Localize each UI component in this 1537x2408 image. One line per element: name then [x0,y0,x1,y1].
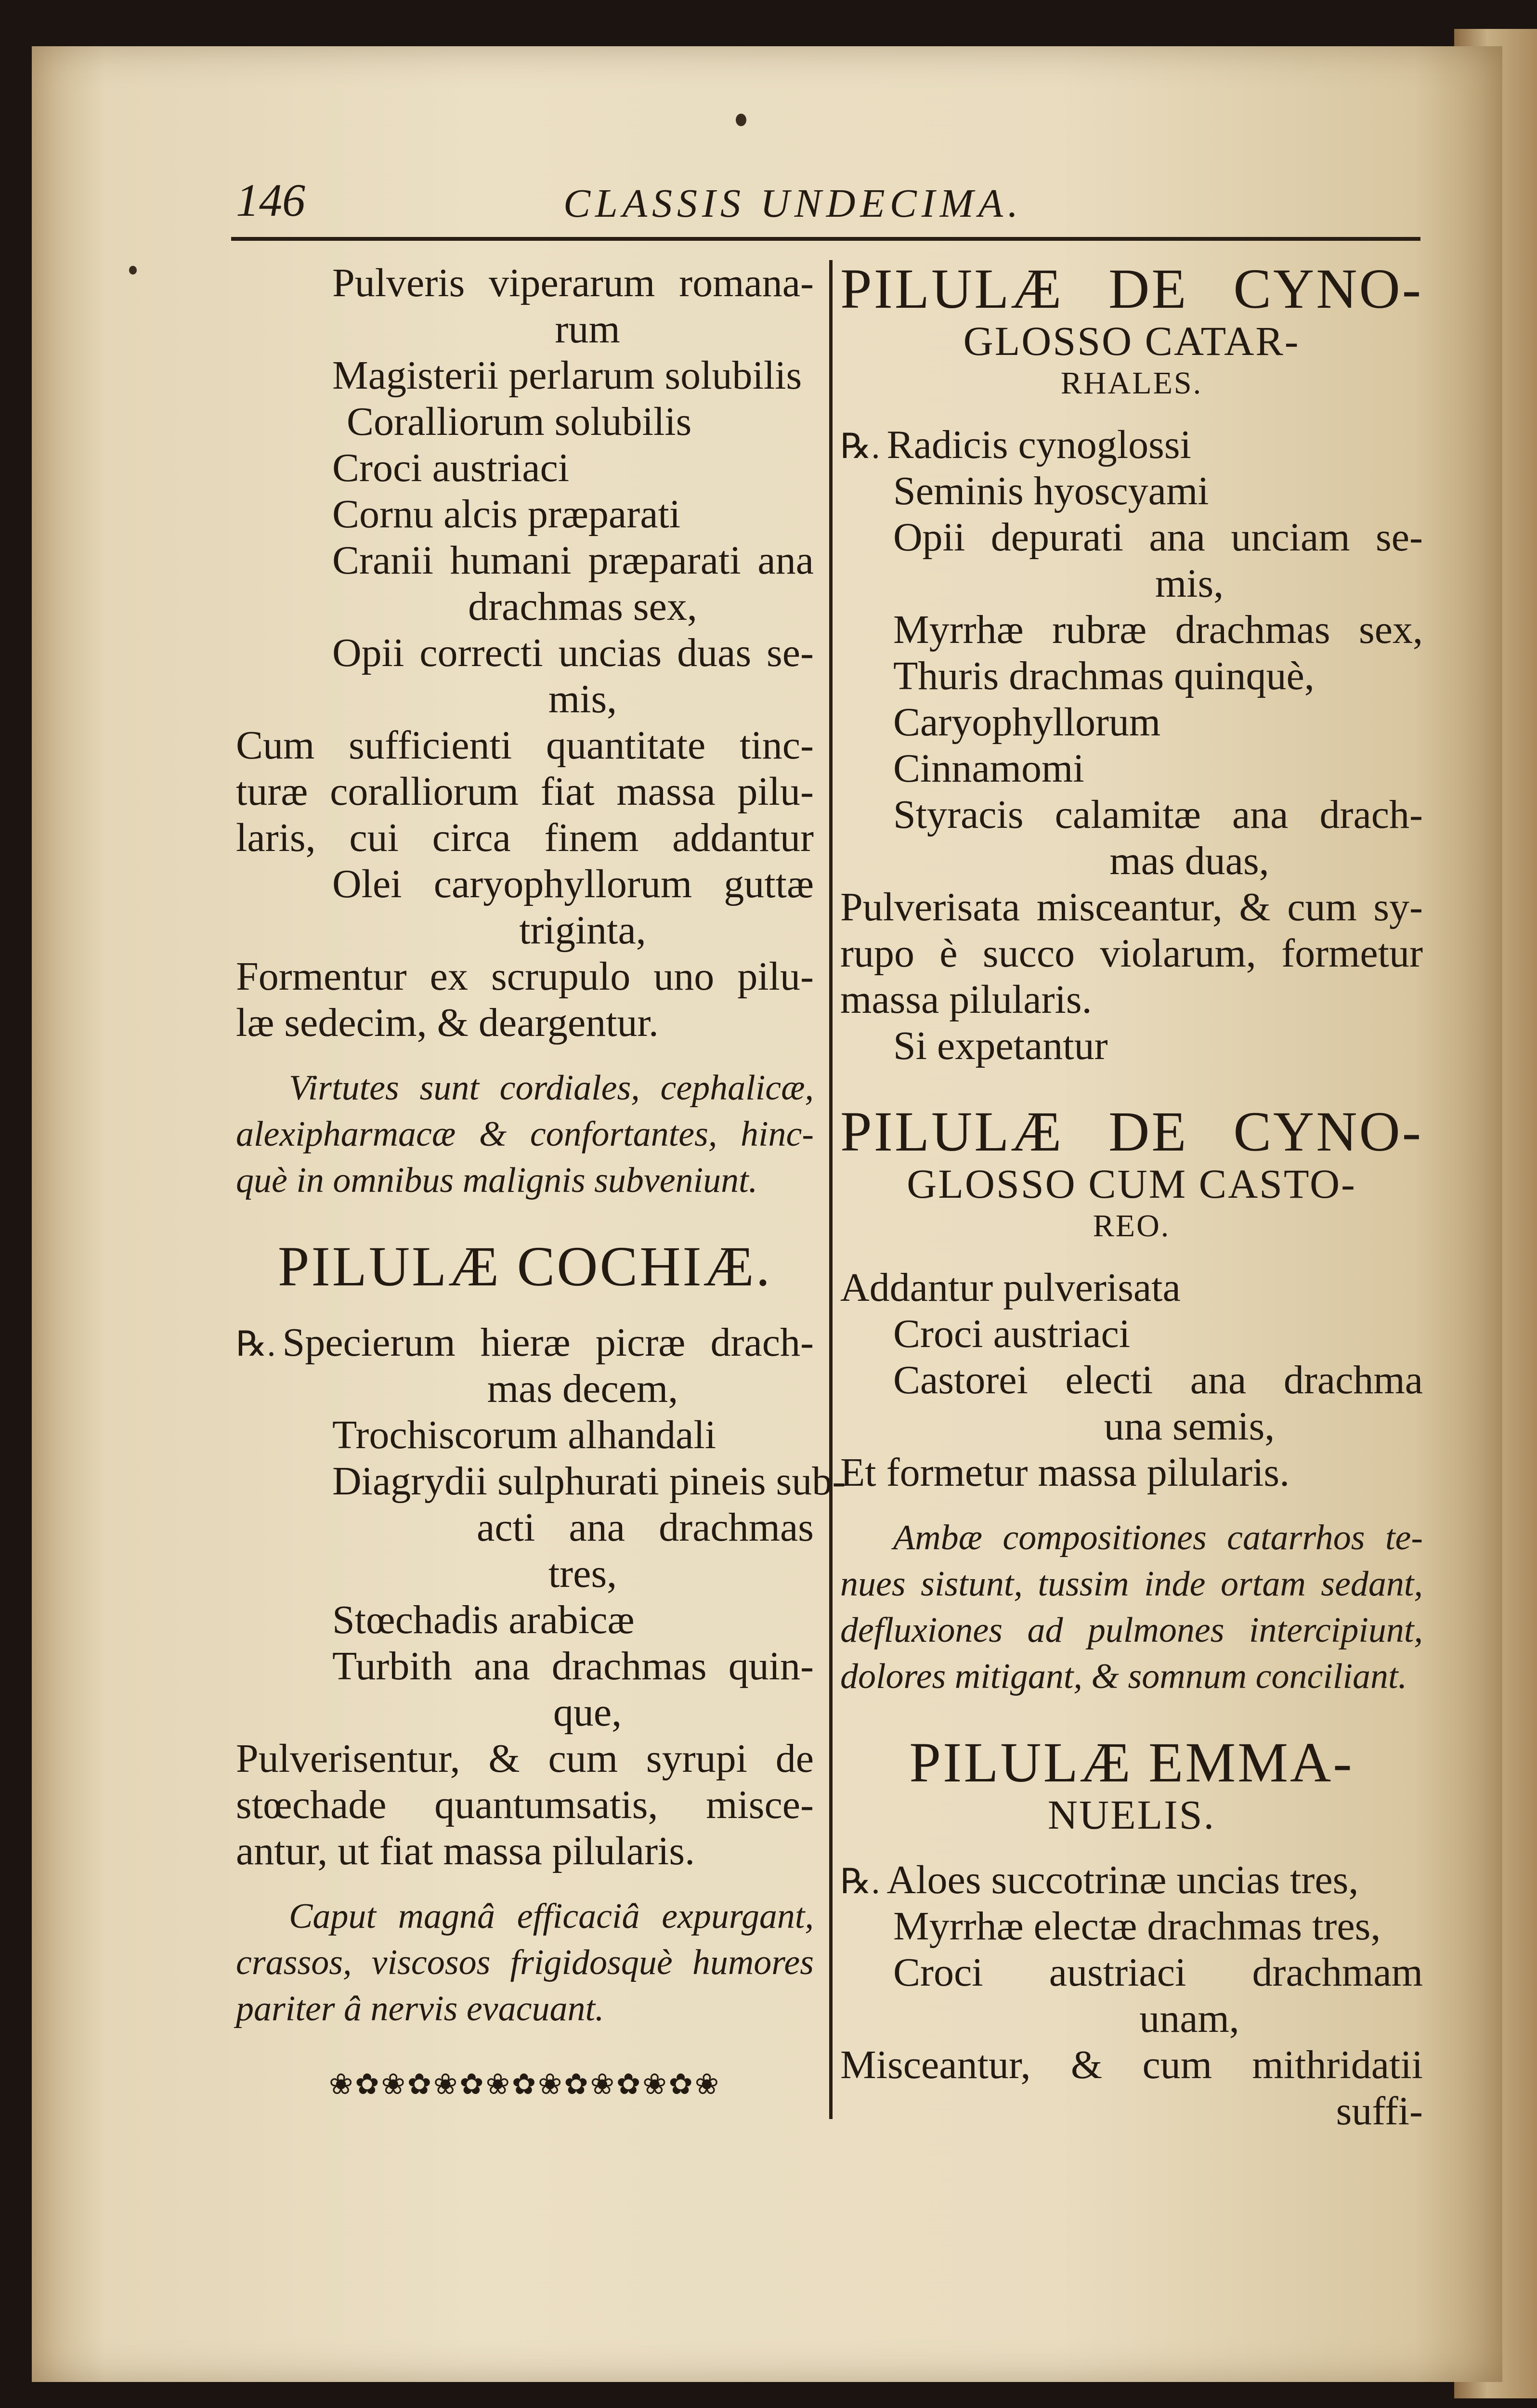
text-line: mis, [548,677,617,721]
text-line: Opii correcti uncias duas se- [332,630,814,675]
text-line: læ sedecim, & deargentur. [236,1000,659,1045]
text-line: Trochiscorum alhandali [332,1413,716,1457]
text-line: Pulverisentur, & cum syrupi de [236,1736,814,1781]
text-line: Diagrydii sulphurati pineis sub- [332,1459,846,1504]
text-line: que, [553,1690,622,1735]
text-line: rupo è succo violarum, formetur [840,931,1423,976]
text-line: acti ana drachmas [477,1505,814,1550]
virtues-note: Virtutes sunt cordiales, cephalicæ, [289,1068,814,1108]
cochiae-note: pariter â nervis evacuant. [236,1989,604,2028]
text-line: laris, cui circa finem addantur [236,815,814,860]
recipe-symbol: ℞. [840,427,880,466]
text-line: rum [555,307,620,352]
column-rule [829,260,833,2119]
text-line [840,422,1423,468]
castoreo-note: nues sistunt, tussim inde ortam sedant, [840,1564,1423,1604]
text-line: Croci austriaci [893,1311,1131,1356]
text-line: tres, [548,1551,617,1596]
text-line: una semis, [1104,1404,1275,1449]
text-line: massa pilularis. [840,977,1092,1022]
section-subtitle: RHALES. [1060,366,1203,401]
text-line: Pulveris viperarum romana- [332,261,814,305]
text-line: Magisterii perlarum solubilis [332,353,802,398]
text-line: mas duas, [1109,838,1269,883]
text-line: Styracis calamitæ ana drach- [893,792,1423,837]
page-number: 146 [236,174,305,226]
text-line: Croci austriaci [332,445,570,490]
text-line: unam, [1139,1996,1239,2041]
section-title-castoreo: PILULÆ DE CYNO- [840,1100,1423,1163]
text-line: Cranii humani præparati ana [332,538,814,583]
ornament-divider: ❀✿❀✿❀✿❀✿❀✿❀✿❀✿❀ [328,2068,721,2100]
text-line: Opii depurati ana unciam se- [893,515,1423,560]
text-line: Pulverisata misceantur, & cum sy- [840,885,1423,929]
text-line: Castorei electi ana drachma [893,1358,1423,1402]
recipe-symbol: ℞. [840,1862,880,1901]
castoreo-note: defluxiones ad pulmones intercipiunt, [840,1610,1423,1650]
text-line: Cornu alcis præparati [332,492,681,537]
text-line: Seminis hyoscyami [893,469,1209,513]
section-subtitle: REO. [1093,1208,1171,1243]
text-line: Olei caryophyllorum guttæ [332,862,814,906]
section-subtitle: GLOSSO CATAR- [963,318,1300,364]
cochiae-note: Caput magnâ efficaciâ expurgant, [289,1897,814,1936]
ink-speck [129,266,137,275]
text-line: Et formetur massa pilularis. [840,1450,1290,1495]
virtues-note: alexipharmacæ & confortantes, hinc- [236,1114,814,1154]
text-line: Formentur ex scrupulo uno pilu- [236,954,814,999]
text-line: Coralliorum solubilis [347,399,692,444]
text-line: Turbith ana drachmas quin- [332,1644,814,1688]
text-line: Misceantur, & cum mithridatii [840,2042,1423,2087]
castoreo-note: dolores mitigant, & somnum conciliant. [840,1657,1407,1696]
text-line [236,1320,814,1366]
header-rule [231,237,1420,241]
text-line [840,1857,1423,1903]
text-line: mas decem, [487,1366,678,1411]
text-line: Myrrhæ electæ drachmas tres, [893,1904,1381,1949]
castoreo-note: Ambæ compositiones catarrhos te- [893,1518,1423,1557]
text-line: Caryophyllorum [893,700,1161,745]
section-subtitle: GLOSSO CUM CASTO- [907,1161,1356,1207]
recipe-symbol: ℞. [236,1325,276,1363]
section-subtitle: NUELIS. [1047,1792,1216,1838]
text-line: Thuris drachmas quinquè, [893,654,1315,698]
text-line: mis, [1155,561,1224,606]
text-line: Stœchadis arabicæ [332,1597,635,1642]
text-line: antur, ut fiat massa pilularis. [236,1829,695,1873]
text-line: suffi- [1336,2089,1423,2133]
text-line: stœchade quantumsatis, misce- [236,1782,814,1827]
text-line: Cum sufficienti quantitate tinc- [236,723,814,768]
text-span: Specierum hieræ picræ drach- [282,1320,814,1365]
section-title-cochiae: PILULÆ COCHIÆ. [277,1235,772,1298]
left-column [236,260,846,2107]
section-title-emmanuelis: PILULÆ EMMA- [909,1731,1354,1794]
text-line: Cinnamomi [893,746,1084,791]
running-head: CLASSIS UNDECIMA. [563,181,1023,226]
text-line: Si expetantur [893,1023,1108,1068]
section-title-catarrhales: PILULÆ DE CYNO- [840,257,1423,320]
text-line: triginta, [519,908,646,953]
text-span: Aloes succotrinæ uncias tres, [886,1858,1359,1902]
text-line: Myrrhæ rubræ drachmas sex, [893,607,1423,652]
virtues-note: què in omnibus malignis subveniunt. [236,1161,758,1200]
page-header [202,173,1435,246]
right-column [840,257,1423,2134]
text-line: drachmas sex, [468,584,697,629]
text-line: turæ coralliorum fiat massa pilu- [236,769,814,814]
cochiae-note: crassos, viscosos frigidosquè humores [236,1943,814,1982]
text-line: Croci austriaci drachmam [893,1950,1423,1995]
text-span: Radicis cynoglossi [886,422,1191,467]
text-line: Addantur pulverisata [840,1265,1181,1310]
ink-speck [736,114,746,126]
